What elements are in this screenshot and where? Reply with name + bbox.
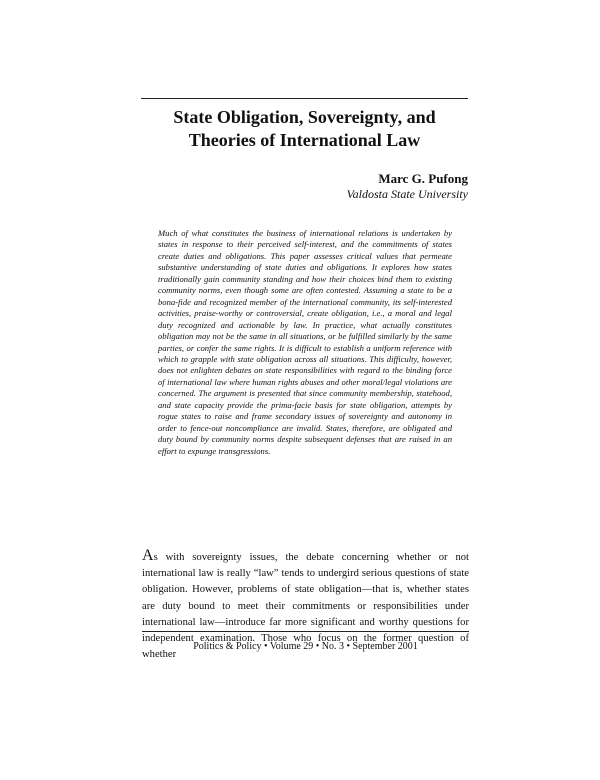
body-text: s with sovereignty issues, the debate concerning whether or not international law is really “law” tends to undergird serious questions of state obligation. However, problems of state obligation—that is, whether states are duty bound to meet their commitments or responsibilities under international law—introduce far more significant and worthy questions for independent examination. Those who focus on the former question of whether	[142, 552, 469, 661]
journal-footer: Politics & Policy • Volume 29 • No. 3 • September 2001	[193, 641, 418, 652]
footer-rule	[142, 631, 469, 632]
top-rule	[141, 98, 468, 99]
author-affiliation: Valdosta State University	[346, 187, 468, 201]
author-name: Marc G. Pufong	[378, 171, 468, 186]
drop-letter: A	[142, 547, 154, 564]
abstract: Much of what constitutes the business of international relations is undertaken by states in response to their perceived self-interest, and the commitments of states create duties and obligations. This paper assesses critical values that permeate substantive understanding of state duties and obligations. It explores how states traditionally gain community standing and how their choices bind them to existing community norms, even though some are often contested. Assuming a state to be a bona-fide and recognized member of the international community, its self-interested activities, praise-worthy or controversial, create obligation, i.e., a moral and legal duty recognized and actionable by law. In practice, what actually constitutes obligation may not be the same in all situations, or be fulfilled similarly by the same parties, or confer the same rights. It is difficult to establish a uniform reference with which to grapple with state obligation across all situations. This difficulty, however, does not enlighten debates on state responsibilities with regard to the binding force of international law where human rights abuses and other moral/legal violations are concerned. The argument is presented that since community membership, statehood, and state capacity provide the prima-facie basis for state obligation, attempts by rogue states to raise and frame secondary issues of sovereignty and autonomy in order to fence-out noncompliance are invalid. States, therefore, are obligated and duty bound by community norms despite subsequent defenses that are raised in an effort to expunge transgressions.	[158, 228, 452, 456]
article-title: State Obligation, Sovereignty, and Theories of International Law	[173, 107, 436, 150]
